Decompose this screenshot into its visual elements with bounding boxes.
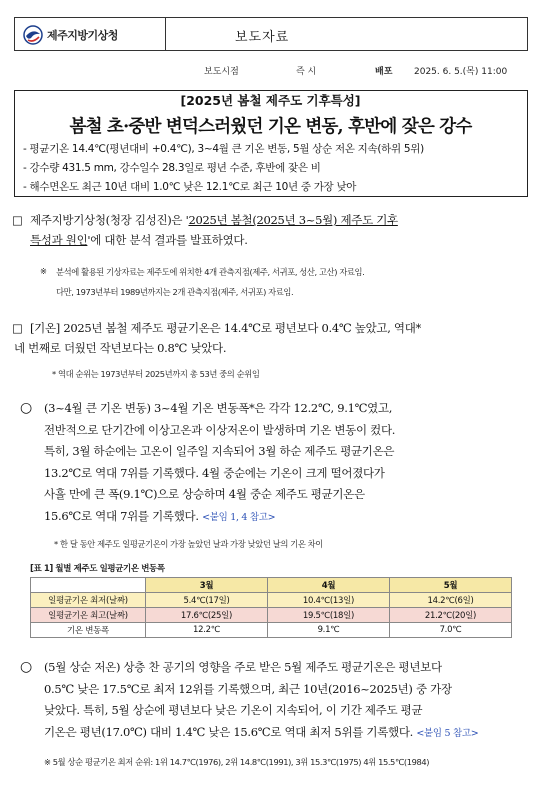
may-marker: ○ [20, 659, 32, 675]
may-footnote: ※ 5월 상순 평균기온 최저 순위: 1위 14.7℃(1976), 2위 14.8℃(1991), 3위 15.3℃(1975) 4위 15.5℃(1984) [44, 757, 430, 767]
note-marker: ※ [40, 266, 47, 276]
temperature-line: 네 번째로 더웠던 작년보다는 0.8℃ 낮았다. [14, 341, 227, 355]
temperature-footnote: * 역대 순위는 1973년부터 2025년까지 총 53년 중의 순위임 [52, 369, 260, 379]
table-row [31, 623, 512, 638]
table-caption: [표 1] 월별 제주도 일평균기온 변동폭 [30, 564, 165, 574]
variation-line: 사흘 만에 큰 폭(9.1℃)으로 상승하며 4월 중순 제주도 평균기온은 [44, 487, 365, 501]
variation-line: (3~4월 큰 기온 변동) 3~4월 기온 변동폭*은 각각 12.2℃, 9.1℃였고, [44, 401, 393, 415]
table-cell: 19.5℃(18일) [268, 608, 390, 623]
table-cell: 5.4℃(17일) [146, 593, 268, 608]
row-label: 일평균기온 최고(날짜) [31, 608, 146, 623]
table-cell: 17.6℃(25일) [146, 608, 268, 623]
variation-line: 전반적으로 단기간에 이상고온과 이상저온이 발생하며 기온 변동이 컸다. [44, 422, 396, 437]
table-cell: 12.2℃ [146, 623, 268, 638]
table-row [31, 608, 512, 623]
summary-bullet: - 평균기온 14.4℃(평년대비 +0.4℃), 3~4월 큰 기온 변동, 5월 상순 저온 지속(하위 5위) [23, 143, 424, 155]
table-cell: 9.1℃ [268, 623, 390, 638]
release-time-label: 보도시점 [204, 67, 239, 77]
may-line: (5월 상순 저온) 상층 찬 공기의 영향을 주로 받은 5월 제주도 평균기온은 평년보다 [44, 660, 442, 674]
summary-box [14, 90, 528, 197]
header-divider [165, 18, 166, 50]
row-label: 기온 변동폭 [31, 623, 146, 638]
temperature-marker: □ [12, 321, 23, 335]
may-line: 0.5℃ 낮은 17.5℃로 최저 12위를 기록했으며, 최근 10년(2016~2025년) 중 가장 [44, 681, 452, 696]
table-cell: 14.2℃(6일) [390, 593, 512, 608]
variation-line: 15.6℃로 역대 7위를 기록했다. [44, 508, 199, 523]
summary-title: [2025년 봄철 제주도 기후특성] [180, 93, 361, 108]
analysis-note: 다만, 1973년부터 1989년까지는 2개 관측지점(제주, 서귀포) 자료임. [56, 287, 294, 297]
summary-bullet: - 해수면온도 최근 10년 대비 1.0℃ 낮은 12.1℃로 최근 10년 중 가장 낮아 [23, 181, 357, 193]
table-corner [31, 578, 146, 593]
intro-paragraph [30, 210, 540, 250]
distribution-label: 배포 [375, 67, 393, 77]
intro-text: '에 대한 분석 결과를 발표하였다. [87, 233, 248, 247]
row-label: 일평균기온 최저(날짜) [31, 593, 146, 608]
org-name: 제주지방기상청 [47, 29, 118, 42]
may-paragraph [44, 657, 544, 744]
may-line: 낮았다. 특히, 5월 상순에 평년보다 낮은 기온이 지속되어, 이 기간 제주도 평균 [44, 703, 423, 717]
headline: 봄철 초·중반 변덕스러웠던 기온 변동, 후반에 잦은 강수 [69, 117, 472, 137]
table-cell: 10.4℃(13일) [268, 593, 390, 608]
intro-text: 제주지방기상청(청장 김성진)은 ' [30, 213, 189, 227]
press-release-header [14, 17, 528, 51]
intro-marker: □ [12, 213, 23, 227]
table-cell: 7.0℃ [390, 623, 512, 638]
table-column-header: 4월 [268, 578, 390, 593]
attachment-ref: <붙임 1, 4 참고> [202, 511, 276, 523]
variation-footnote: * 한 달 동안 제주도 일평균기온이 가장 높았던 날과 가장 낮았던 날의 기온 차이 [54, 539, 323, 549]
kma-emblem-icon [23, 25, 43, 45]
temperature-range-table [30, 577, 512, 638]
may-line: 기온은 평년(17.0℃) 대비 1.4℃ 낮은 15.6℃로 역대 최저 5위를 기록했다. [44, 724, 414, 739]
release-time-value: 즉 시 [296, 67, 317, 77]
distribution-date: 2025. 6. 5.(목) 11:00 [414, 67, 508, 77]
doc-type-label: 보도자료 [235, 30, 290, 45]
temperature-line: [기온] 2025년 봄철 제주도 평균기온은 14.4℃로 평년보다 0.4℃ 높았고, 역대* [30, 321, 421, 335]
summary-bullet: - 강수량 431.5 mm, 강수일수 28.3일로 평년 수준, 후반에 잦은 비 [23, 162, 321, 174]
table-cell: 21.2℃(20일) [390, 608, 512, 623]
intro-underlined: 특성과 원인 [30, 233, 88, 247]
variation-paragraph [44, 398, 540, 528]
attachment-ref: <붙임 5 참고> [416, 727, 479, 739]
variation-line: 13.2℃로 역대 7위를 기록했다. 4월 중순에는 기온이 크게 떨어졌다가 [44, 465, 385, 480]
variation-line: 특히, 3월 하순에는 고온이 일주일 지속되어 3월 하순 제주도 평균기온은 [44, 444, 395, 458]
table-column-header: 5월 [390, 578, 512, 593]
table-column-header: 3월 [146, 578, 268, 593]
analysis-note: 분석에 활용된 기상자료는 제주도에 위치한 4개 관측지점(제주, 서귀포, 성산, 고산) 자료임. [56, 267, 365, 277]
table-header-row [31, 578, 512, 593]
table-row [31, 593, 512, 608]
intro-underlined: 2025년 봄철(2025년 3~5월) 제주도 기후 [188, 213, 398, 227]
variation-marker: ○ [20, 400, 32, 416]
